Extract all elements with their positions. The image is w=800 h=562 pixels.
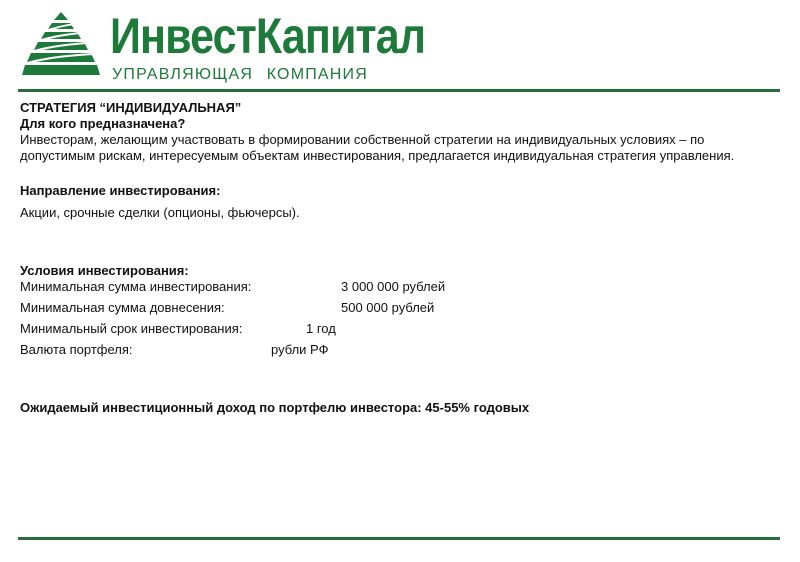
condition-row xyxy=(20,300,780,321)
direction-text: Акции, срочные сделки (опционы, фьючерсы). xyxy=(20,205,300,220)
for-whom-heading: Для кого предназначена? xyxy=(20,116,186,131)
for-whom-text: Инвесторам, желающим участвовать в формировании собственной стратегии на индивидуальных условиях – по допустимым рискам, интересуемым объектам инвестирования, предлагается индивидуальная стратегия управления. xyxy=(20,132,735,163)
strategy-content xyxy=(20,100,780,416)
brand-subtitle: УПРАВЛЯЮЩАЯ КОМПАНИЯ xyxy=(112,66,369,83)
condition-label: Минимальная сумма довнесения: xyxy=(20,300,225,315)
condition-value: 500 000 рублей xyxy=(341,300,435,315)
header-divider xyxy=(18,89,780,92)
conditions-heading: Условия инвестирования: xyxy=(20,263,189,278)
footer-divider xyxy=(18,537,780,540)
condition-value: рубли РФ xyxy=(271,342,329,357)
condition-value: 1 год xyxy=(306,321,336,336)
expected-income: Ожидаемый инвестиционный доход по портфелю инвестора: 45-55% годовых xyxy=(20,400,530,415)
company-logo-icon xyxy=(22,10,100,80)
condition-label: Минимальный срок инвестирования: xyxy=(20,321,243,336)
condition-label: Валюта портфеля: xyxy=(20,342,133,357)
strategy-title: СТРАТЕГИЯ “ИНДИВИДУАЛЬНАЯ” xyxy=(20,100,242,115)
direction-heading: Направление инвестирования: xyxy=(20,183,221,198)
brand-name: ИнвестКапитал xyxy=(110,8,426,64)
condition-row xyxy=(20,342,780,363)
condition-row xyxy=(20,279,780,300)
condition-label: Минимальная сумма инвестирования: xyxy=(20,279,252,294)
condition-value: 3 000 000 рублей xyxy=(341,279,446,294)
condition-row xyxy=(20,321,780,342)
